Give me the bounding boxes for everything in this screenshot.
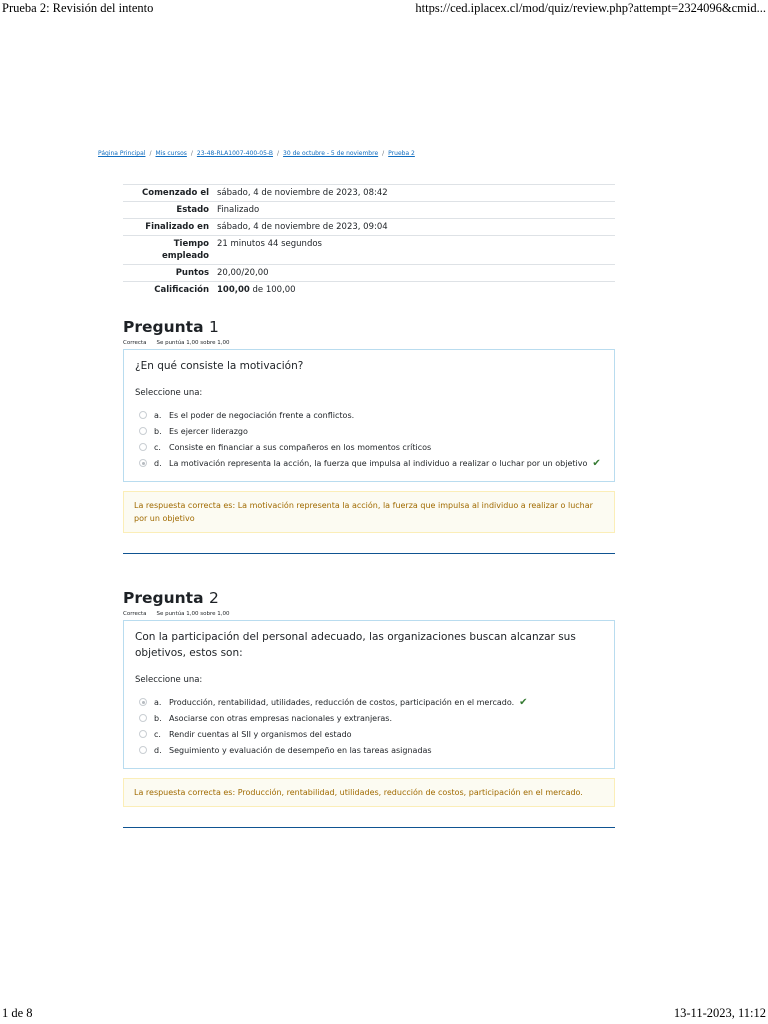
breadcrumb-separator: /	[277, 150, 280, 157]
breadcrumb-section-link[interactable]: 30 de octubre - 5 de noviembre	[283, 150, 379, 157]
breadcrumb-home-link[interactable]: Página Principal	[98, 150, 146, 157]
question-info	[123, 340, 615, 346]
grade-max: de 100,00	[249, 285, 296, 295]
question-content-box	[123, 620, 615, 769]
question-content-box	[123, 349, 615, 482]
breadcrumb	[98, 150, 415, 157]
breadcrumb-my-courses-link[interactable]: Mis cursos	[155, 150, 187, 157]
summary-label: Finalizado en	[123, 219, 213, 236]
summary-label: Tiempo empleado	[123, 236, 213, 265]
answer-radio[interactable]	[139, 714, 147, 722]
answer-radio[interactable]	[139, 443, 147, 451]
option-text: Seguimiento y evaluación de desempeño en las tareas asignadas	[169, 745, 432, 755]
option-text: La motivación representa la acción, la fuerza que impulsa al individuo a realizar o luchar por un objetivo	[169, 458, 588, 468]
summary-label: Comenzado el	[123, 185, 213, 202]
question-title	[123, 318, 615, 336]
option-letter: a.	[154, 410, 162, 420]
summary-value: 20,00/20,00	[213, 265, 615, 282]
answer-option-d	[135, 742, 603, 758]
option-text: Rendir cuentas al SII y organismos del estado	[169, 729, 352, 739]
summary-row-marks	[123, 265, 615, 282]
breadcrumb-course-link[interactable]: 23-48-RLA1007-400-05-B	[196, 150, 274, 157]
option-text: Asociarse con otras empresas nacionales y extranjeras.	[169, 713, 392, 723]
answer-option-d	[135, 455, 603, 471]
question-divider	[123, 827, 615, 828]
answer-option-b	[135, 423, 603, 439]
option-letter: b.	[154, 713, 162, 723]
summary-value: sábado, 4 de noviembre de 2023, 09:04	[213, 219, 615, 236]
summary-label: Puntos	[123, 265, 213, 282]
question-status: Correcta	[123, 340, 147, 346]
summary-row-started	[123, 185, 615, 202]
breadcrumb-separator: /	[382, 150, 385, 157]
question-score: Se puntúa 1,00 sobre 1,00	[156, 611, 230, 617]
option-letter: a.	[154, 697, 162, 707]
option-letter: c.	[154, 442, 161, 452]
answer-option-a	[135, 407, 603, 423]
answer-prompt: Seleccione una:	[135, 388, 203, 398]
summary-value: Finalizado	[213, 202, 615, 219]
check-icon: ✔	[519, 696, 528, 708]
print-page-number: 1 de 8	[2, 1006, 33, 1020]
option-letter: d.	[154, 458, 162, 468]
question-info	[123, 611, 615, 617]
option-text: Consiste en financiar a sus compañeros en los momentos críticos	[169, 442, 432, 452]
attempt-summary-table	[123, 184, 615, 298]
print-page-title: Prueba 2: Revisión del intento	[2, 1, 154, 15]
check-icon: ✔	[592, 457, 601, 469]
question-1	[123, 318, 615, 554]
answer-radio[interactable]	[139, 411, 147, 419]
breadcrumb-quiz-link[interactable]: Prueba 2	[388, 150, 415, 157]
grade-value: 100,00	[217, 285, 250, 295]
option-letter: d.	[154, 745, 162, 755]
correct-answer-feedback: La respuesta correcta es: La motivación representa la acción, la fuerza que impulsa al individuo a realizar o luchar por un objetivo	[123, 491, 615, 533]
summary-row-state	[123, 202, 615, 219]
print-header	[0, 0, 768, 18]
option-text: Es ejercer liderazgo	[169, 426, 248, 436]
summary-label: Calificación	[123, 282, 213, 299]
summary-row-grade	[123, 282, 615, 299]
answer-option-a	[135, 694, 603, 710]
answer-radio-selected[interactable]	[139, 698, 147, 706]
summary-row-finished	[123, 219, 615, 236]
question-title-word: Pregunta	[123, 318, 204, 336]
option-text: Producción, rentabilidad, utilidades, reducción de costos, participación en el mercado.	[169, 697, 515, 707]
answer-option-c	[135, 439, 603, 455]
breadcrumb-separator: /	[149, 150, 152, 157]
question-number: 1	[208, 318, 219, 336]
question-text: ¿En qué consiste la motivación?	[135, 360, 304, 372]
answer-prompt: Seleccione una:	[135, 675, 203, 685]
answer-options	[135, 407, 603, 471]
answer-option-c	[135, 726, 603, 742]
print-page-url: https://ced.iplacex.cl/mod/quiz/review.php?attempt=2324096&cmid...	[415, 1, 766, 15]
breadcrumb-separator: /	[190, 150, 193, 157]
answer-options	[135, 694, 603, 758]
summary-value	[213, 282, 615, 299]
answer-radio[interactable]	[139, 746, 147, 754]
question-text: Con la participación del personal adecuado, las organizaciones buscan alcanzar sus objetivos, estos son:	[135, 631, 576, 659]
option-letter: c.	[154, 729, 161, 739]
answer-radio-selected[interactable]	[139, 459, 147, 467]
question-divider	[123, 553, 615, 554]
answer-radio[interactable]	[139, 427, 147, 435]
print-footer	[0, 1006, 768, 1024]
summary-value: sábado, 4 de noviembre de 2023, 08:42	[213, 185, 615, 202]
print-datetime: 13-11-2023, 11:12	[673, 1006, 766, 1020]
option-letter: b.	[154, 426, 162, 436]
summary-value: 21 minutos 44 segundos	[213, 236, 615, 265]
correct-answer-feedback: La respuesta correcta es: Producción, rentabilidad, utilidades, reducción de costos, participación en el mercado.	[123, 778, 615, 807]
question-title	[123, 589, 615, 607]
question-number: 2	[208, 589, 219, 607]
question-score: Se puntúa 1,00 sobre 1,00	[156, 340, 230, 346]
question-title-word: Pregunta	[123, 589, 204, 607]
option-text: Es el poder de negociación frente a conflictos.	[169, 410, 355, 420]
summary-label: Estado	[123, 202, 213, 219]
question-2	[123, 589, 615, 828]
answer-option-b	[135, 710, 603, 726]
summary-row-time-taken	[123, 236, 615, 265]
answer-radio[interactable]	[139, 730, 147, 738]
question-status: Correcta	[123, 611, 147, 617]
